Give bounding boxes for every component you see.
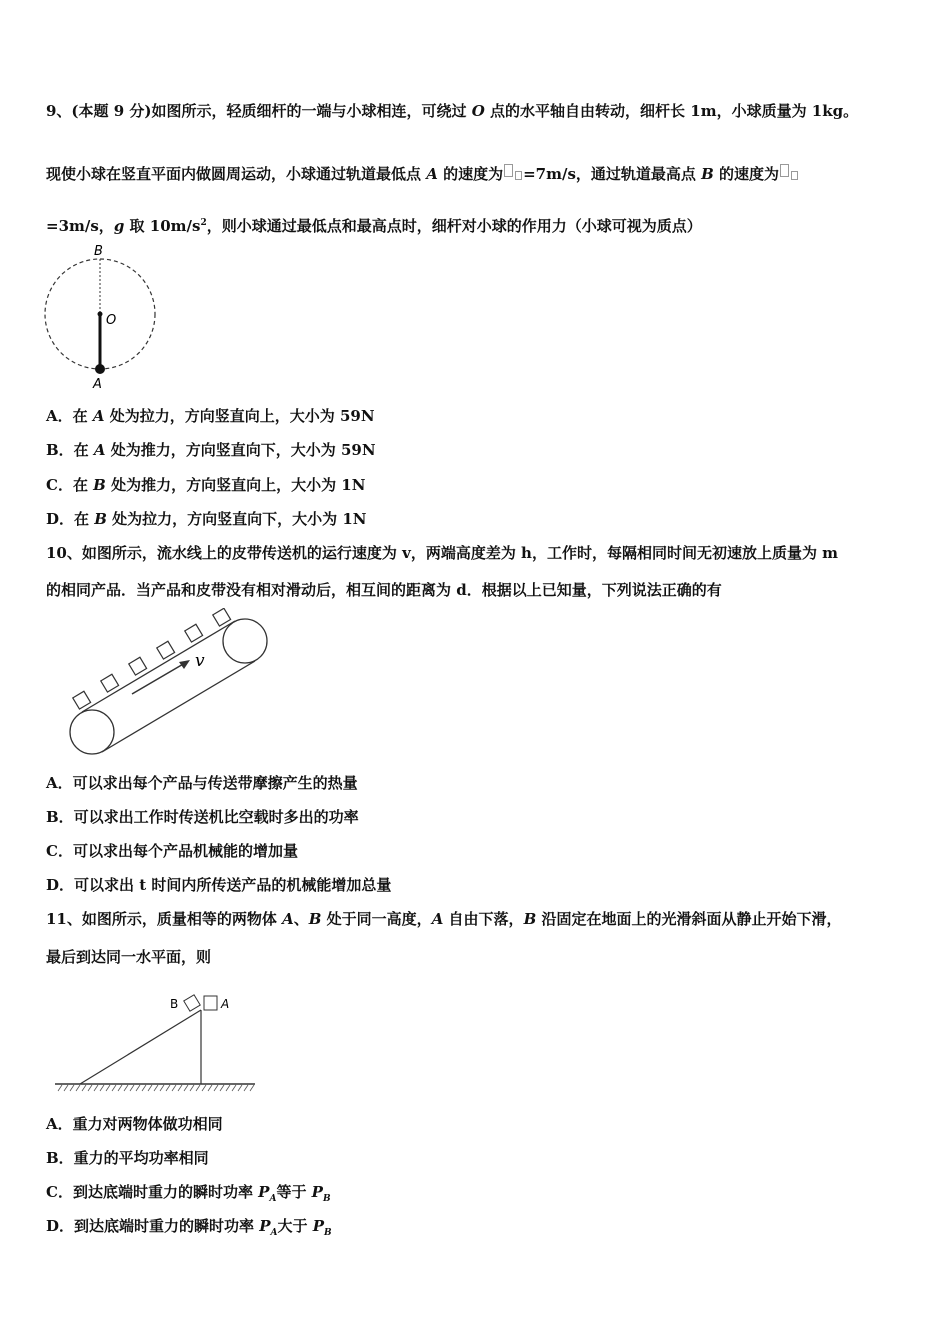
missing-glyph-icon	[780, 164, 789, 177]
text: 9、(本题 9 分)如图所示，轻质细杆的一端与小球相连，可绕过	[46, 102, 472, 120]
label-v: v	[195, 651, 205, 671]
text: 处于同一高度，	[321, 910, 432, 928]
text: O	[471, 102, 485, 120]
text: A	[93, 441, 106, 459]
text: =3m/s，	[46, 217, 114, 235]
q9-stem-line3	[46, 213, 702, 236]
q9-option-d[interactable]	[46, 509, 367, 529]
text: =7m/s，通过轨道最高点	[523, 165, 702, 183]
text: 的速度为	[437, 165, 504, 183]
text: A	[269, 1194, 277, 1204]
text: C．在	[46, 476, 94, 494]
label-a: A	[93, 377, 102, 392]
text: 沿固定在地面上的光滑斜面从静止开始下滑，	[536, 910, 842, 928]
text: 取 10m/s	[124, 217, 201, 235]
q10-option-b[interactable]: B．可以求出工作时传送机比空载时多出的功率	[46, 808, 359, 826]
text: 现使小球在竖直平面内做圆周运动，小球通过轨道最低点	[46, 165, 427, 183]
q10-option-a[interactable]: A．可以求出每个产品与传送带摩擦产生的热量	[46, 774, 358, 792]
q9-option-c[interactable]	[46, 475, 365, 495]
text: 等于	[276, 1183, 312, 1201]
missing-glyph-icon	[515, 171, 522, 180]
text: 处为拉力，方向竖直向下，大小为 1N	[106, 510, 367, 528]
text: P	[258, 1183, 270, 1201]
text: 自由下落，	[443, 910, 524, 928]
text: A	[431, 910, 444, 928]
q10-stem-line1: 10、如图所示，流水线上的皮带传送机的运行速度为 v，两端高度差为 h，工作时，每隔相同时间无初速放上质量为 m	[46, 544, 839, 562]
text: C．到达底端时重力的瞬时功率	[46, 1183, 259, 1201]
text: B	[93, 476, 106, 494]
text: A．在	[46, 407, 93, 425]
text: A	[92, 407, 105, 425]
text: 点的水平轴自由转动，细杆长 1m，小球质量为 1kg。	[484, 102, 859, 120]
missing-glyph-icon	[791, 171, 798, 180]
missing-glyph-icon	[504, 164, 513, 177]
text: D．在	[46, 510, 95, 528]
text: 处为推力，方向竖直向上，大小为 1N	[105, 476, 366, 494]
text: B	[308, 910, 322, 928]
label-b: B	[94, 244, 103, 259]
text: g	[113, 217, 125, 235]
q9-stem-line2	[46, 164, 799, 184]
text: B	[94, 510, 107, 528]
text: 处为推力，方向竖直向下，大小为 59N	[105, 441, 376, 459]
text: B．在	[46, 441, 94, 459]
text: 处为拉力，方向竖直向上，大小为 59N	[104, 407, 375, 425]
text: B	[322, 1194, 331, 1204]
text: P	[311, 1183, 323, 1201]
q11-incline-figure	[50, 988, 265, 1098]
text: B	[701, 165, 714, 183]
arrow-icon	[179, 660, 190, 669]
text: D．到达底端时重力的瞬时功率	[46, 1217, 260, 1235]
text: B	[523, 910, 537, 928]
q10-option-d[interactable]: D．可以求出 t 时间内所传送产品的机械能增加总量	[46, 876, 392, 894]
q9-option-a[interactable]	[46, 406, 375, 426]
q11-stem-line2: 最后到达同一水平面，则	[46, 948, 212, 966]
text: 大于	[277, 1217, 313, 1235]
text: A	[270, 1228, 278, 1238]
text: 2	[200, 218, 207, 228]
text: P	[312, 1217, 325, 1235]
label-a: A	[221, 997, 230, 1011]
q10-conveyor-figure	[60, 608, 280, 758]
text: B	[324, 1228, 332, 1238]
q11-option-b[interactable]: B．重力的平均功率相同	[46, 1149, 209, 1167]
text: 的速度为	[713, 165, 780, 183]
q10-stem-line2: 的相同产品．当产品和皮带没有相对滑动后，相互间的距离为 d．根据以上已知量，下列说法正确的有	[46, 581, 722, 599]
text: ，则小球通过最低点和最高点时，细杆对小球的作用力（小球可视为质点）	[206, 217, 702, 235]
q10-option-c[interactable]: C．可以求出每个产品机械能的增加量	[46, 842, 298, 860]
text: A	[282, 910, 294, 928]
text: 、	[293, 910, 309, 928]
q11-option-d[interactable]	[46, 1216, 332, 1243]
label-o: O	[106, 313, 117, 328]
label-b: B	[170, 997, 179, 1011]
text: 11、如图所示，质量相等的两物体	[46, 910, 283, 928]
text: A	[426, 165, 438, 183]
q9-circle-figure	[40, 242, 165, 392]
q11-option-a[interactable]: A．重力对两物体做功相同	[46, 1115, 223, 1133]
q9-option-b[interactable]	[46, 440, 376, 460]
q11-stem-line1	[46, 909, 841, 929]
q9-stem-line1	[46, 101, 858, 121]
text: P	[259, 1217, 271, 1235]
q11-option-c[interactable]	[46, 1182, 331, 1209]
